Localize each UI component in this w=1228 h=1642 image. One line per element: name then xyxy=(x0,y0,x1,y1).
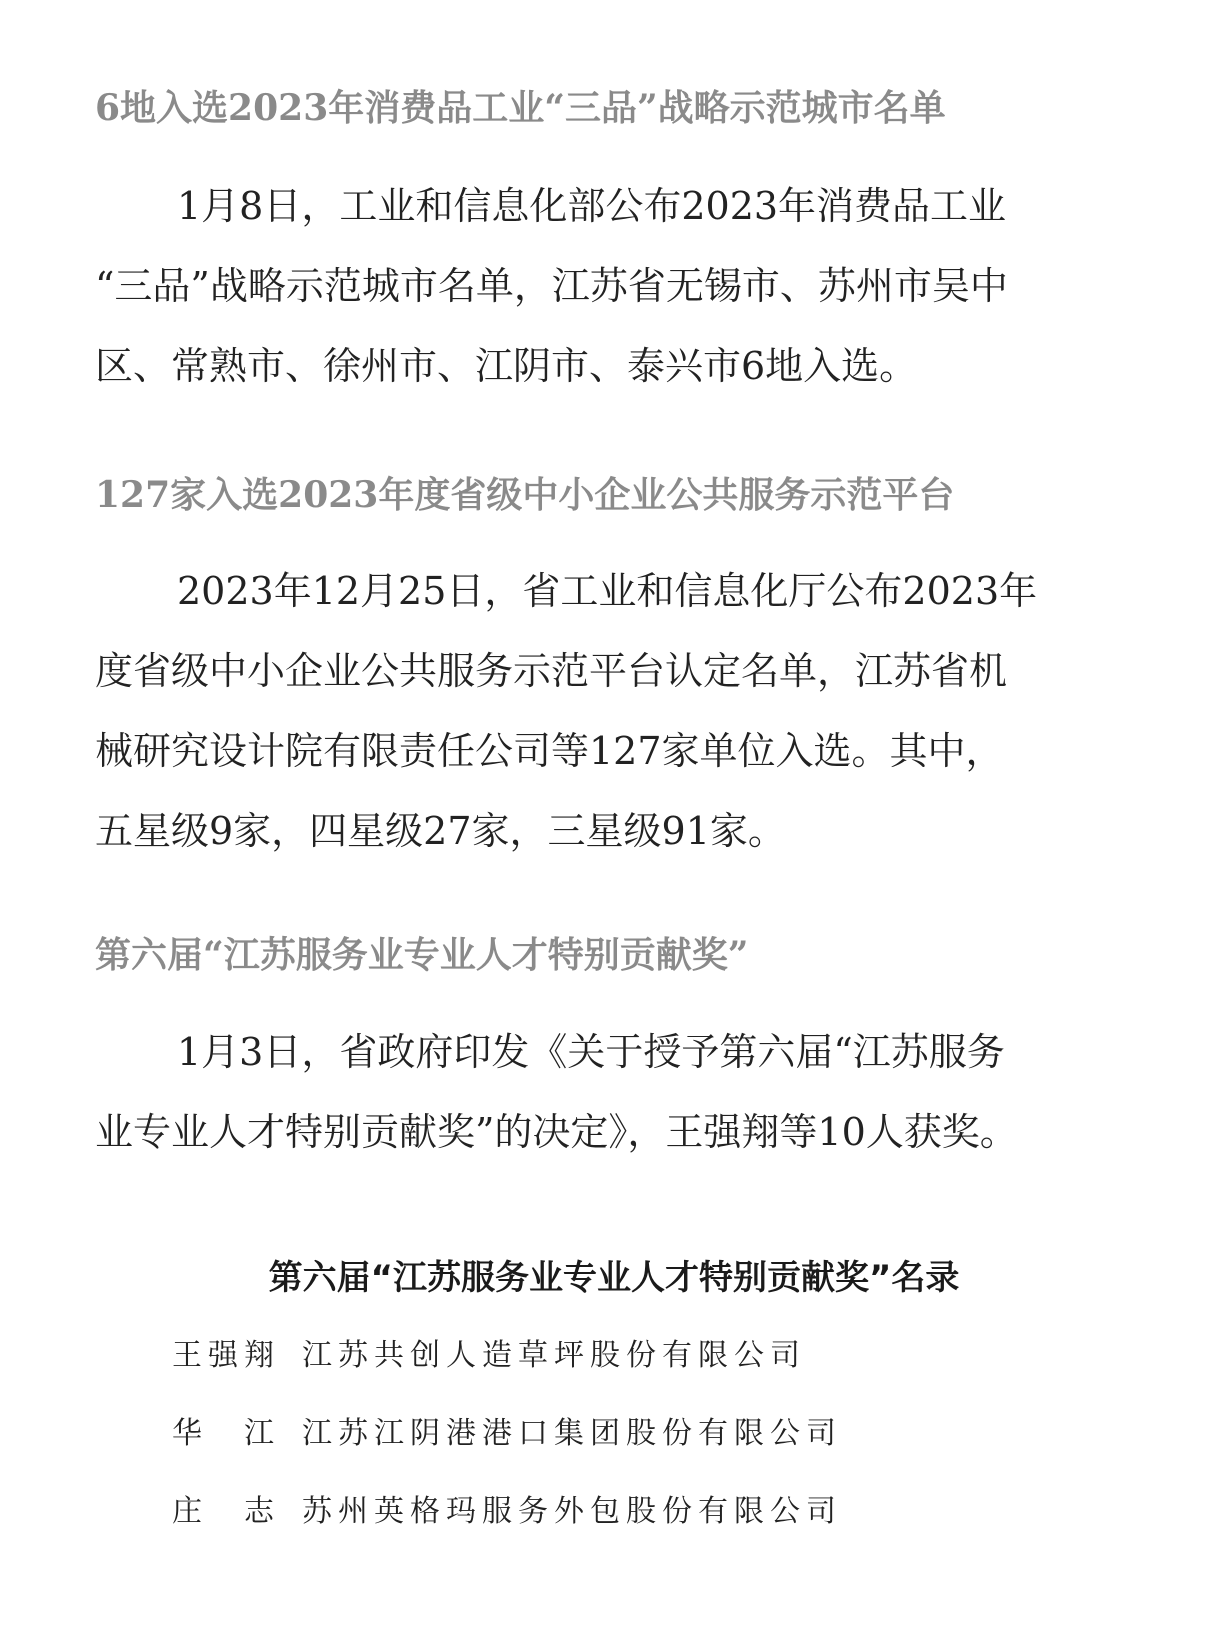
section-title: 6地入选2023年消费品工业“三品”战略示范城市名单 xyxy=(95,87,946,129)
award-list-title: 第六届“江苏服务业专业人才特别贡献奖”名录 xyxy=(268,1258,960,1298)
award-list-item xyxy=(172,1410,842,1450)
paragraph xyxy=(95,166,1155,406)
awardee-name: 王强翔 xyxy=(172,1338,280,1373)
section-title: 第六届“江苏服务业专业人才特别贡献奖” xyxy=(95,934,749,976)
paragraph-line: 1月8日，工业和信息化部公布2023年消费品工业 xyxy=(177,184,1007,228)
award-list-item xyxy=(172,1488,842,1528)
awardee-organization: 江苏江阴港港口集团股份有限公司 xyxy=(302,1416,842,1451)
paragraph-line: 2023年12月25日，省工业和信息化厅公布2023年 xyxy=(177,569,1038,613)
paragraph-line: “三品”战略示范城市名单，江苏省无锡市、苏州市吴中 xyxy=(95,264,1008,308)
award-list-item xyxy=(172,1332,806,1372)
paragraph-line: 业专业人才特别贡献奖”的决定》，王强翔等10人获奖。 xyxy=(95,1110,1018,1154)
paragraph-line: 五星级9家，四星级27家，三星级91家。 xyxy=(95,809,786,853)
paragraph xyxy=(95,1012,1155,1172)
awardee-organization: 苏州英格玛服务外包股份有限公司 xyxy=(302,1494,842,1529)
paragraph-line: 械研究设计院有限责任公司等127家单位入选。其中， xyxy=(95,729,1004,773)
section-title: 127家入选2023年度省级中小企业公共服务示范平台 xyxy=(95,474,955,516)
awardee-organization: 江苏共创人造草坪股份有限公司 xyxy=(302,1338,806,1373)
awardee-name: 庄 志 xyxy=(172,1494,280,1529)
awardee-name: 华 江 xyxy=(172,1416,280,1451)
paragraph xyxy=(95,551,1155,871)
paragraph-line: 区、常熟市、徐州市、江阴市、泰兴市6地入选。 xyxy=(95,344,918,388)
paragraph-line: 度省级中小企业公共服务示范平台认定名单，江苏省机 xyxy=(95,649,1008,693)
paragraph-line: 1月3日，省政府印发《关于授予第六届“江苏服务 xyxy=(177,1030,1005,1074)
